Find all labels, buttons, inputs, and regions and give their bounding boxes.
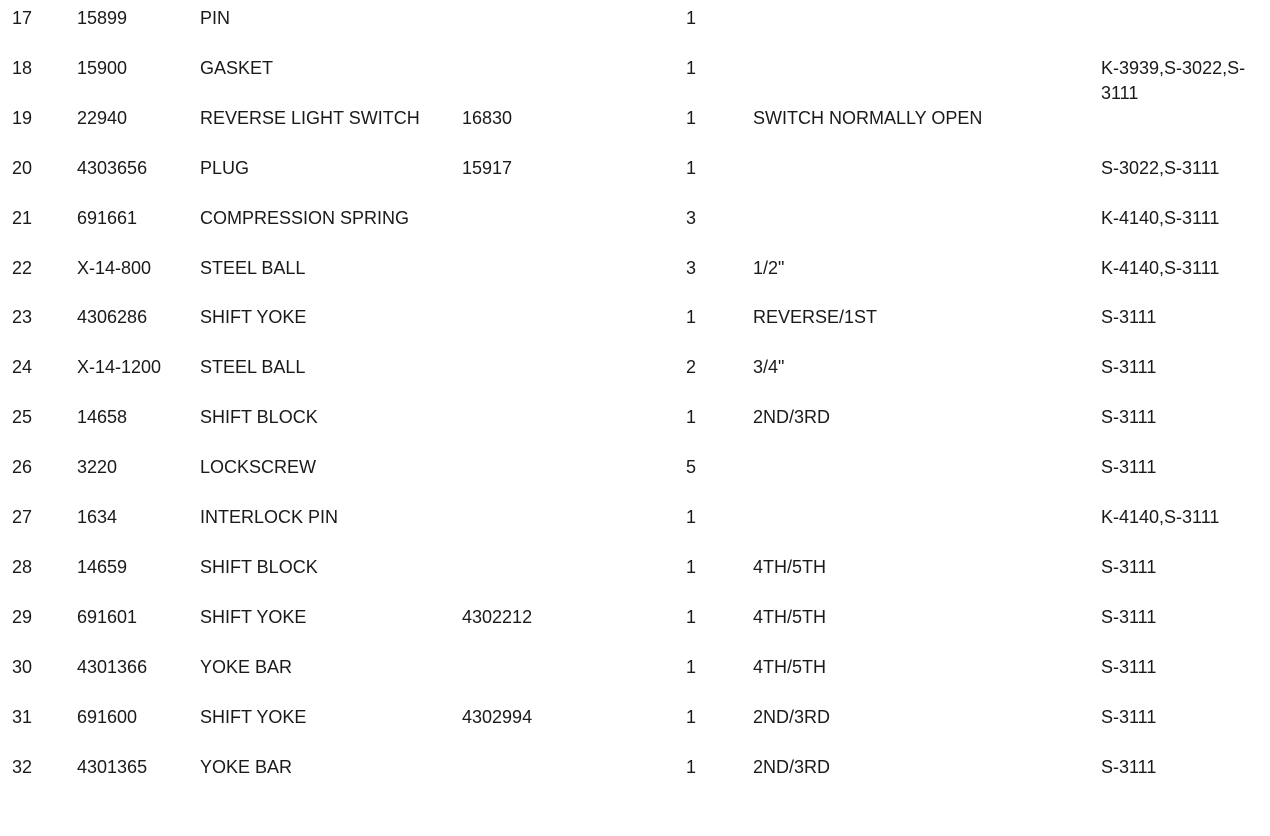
applicable-models: S-3111 (1101, 307, 1157, 327)
table-row (0, 256, 1270, 300)
part-description: REVERSE LIGHT SWITCH (200, 108, 420, 128)
applicable-models: K-4140,S-3111 (1101, 507, 1220, 527)
applicable-models: S-3111 (1101, 407, 1157, 427)
part-notes: 3/4" (753, 357, 785, 377)
part-notes: 2ND/3RD (753, 707, 831, 727)
table-row (0, 355, 1270, 399)
part-notes: REVERSE/1ST (753, 307, 878, 327)
quantity: 2 (686, 357, 697, 377)
item-number: 30 (12, 657, 33, 677)
item-number: 19 (12, 108, 33, 128)
quantity: 1 (686, 307, 697, 327)
part-description: STEEL BALL (200, 258, 306, 278)
part-number: 14658 (77, 407, 128, 427)
part-description: SHIFT YOKE (200, 607, 307, 627)
table-row (0, 56, 1270, 103)
part-notes: SWITCH NORMALLY OPEN (753, 108, 983, 128)
applicable-models: S-3111 (1101, 757, 1157, 777)
part-description: INTERLOCK PIN (200, 507, 339, 527)
applicable-models: K-4140,S-3111 (1101, 208, 1220, 228)
part-number: 22940 (77, 108, 128, 128)
part-notes: 4TH/5TH (753, 607, 827, 627)
part-notes: 2ND/3RD (753, 757, 831, 777)
table-row (0, 555, 1270, 599)
quantity: 1 (686, 8, 697, 28)
part-number: X-14-1200 (77, 357, 162, 377)
applicable-models: K-3939,S-3022,S-3111 (1101, 58, 1246, 103)
table-row (0, 206, 1270, 250)
quantity: 3 (686, 258, 697, 278)
superseded-part-number: 15917 (462, 158, 513, 178)
item-number: 21 (12, 208, 33, 228)
part-description: SHIFT BLOCK (200, 557, 318, 577)
quantity: 1 (686, 158, 697, 178)
part-number: X-14-800 (77, 258, 152, 278)
applicable-models: S-3111 (1101, 457, 1157, 477)
part-description: YOKE BAR (200, 657, 293, 677)
part-description: STEEL BALL (200, 357, 306, 377)
part-description: PIN (200, 8, 231, 28)
table-row (0, 156, 1270, 200)
quantity: 1 (686, 407, 697, 427)
part-description: SHIFT BLOCK (200, 407, 318, 427)
table-row (0, 106, 1270, 150)
table-row (0, 755, 1270, 799)
table-row (0, 655, 1270, 699)
applicable-models: S-3111 (1101, 357, 1157, 377)
part-number: 1634 (77, 507, 118, 527)
quantity: 1 (686, 58, 697, 78)
part-number: 691600 (77, 707, 138, 727)
superseded-part-number: 4302994 (462, 707, 533, 727)
item-number: 23 (12, 307, 33, 327)
part-number: 4301365 (77, 757, 148, 777)
table-row (0, 705, 1270, 749)
table-row (0, 305, 1270, 349)
item-number: 25 (12, 407, 33, 427)
quantity: 1 (686, 108, 697, 128)
quantity: 1 (686, 507, 697, 527)
part-notes: 1/2" (753, 258, 785, 278)
quantity: 1 (686, 657, 697, 677)
table-row (0, 605, 1270, 649)
item-number: 28 (12, 557, 33, 577)
item-number: 20 (12, 158, 33, 178)
part-number: 4301366 (77, 657, 148, 677)
quantity: 1 (686, 557, 697, 577)
part-description: GASKET (200, 58, 274, 78)
quantity: 1 (686, 757, 697, 777)
part-description: LOCKSCREW (200, 457, 317, 477)
part-number: 691661 (77, 208, 138, 228)
part-number: 3220 (77, 457, 118, 477)
quantity: 1 (686, 707, 697, 727)
applicable-models: S-3111 (1101, 557, 1157, 577)
part-number: 14659 (77, 557, 128, 577)
part-number: 4303656 (77, 158, 148, 178)
superseded-part-number: 16830 (462, 108, 513, 128)
superseded-part-number: 4302212 (462, 607, 533, 627)
applicable-models: S-3022,S-3111 (1101, 158, 1220, 178)
item-number: 31 (12, 707, 33, 727)
quantity: 1 (686, 607, 697, 627)
part-description: SHIFT YOKE (200, 307, 307, 327)
quantity: 5 (686, 457, 697, 477)
item-number: 29 (12, 607, 33, 627)
part-notes: 4TH/5TH (753, 557, 827, 577)
item-number: 26 (12, 457, 33, 477)
applicable-models: S-3111 (1101, 607, 1157, 627)
part-description: SHIFT YOKE (200, 707, 307, 727)
applicable-models: K-4140,S-3111 (1101, 258, 1220, 278)
part-description: COMPRESSION SPRING (200, 208, 410, 228)
table-row (0, 6, 1270, 50)
item-number: 22 (12, 258, 33, 278)
part-number: 691601 (77, 607, 138, 627)
part-notes: 2ND/3RD (753, 407, 831, 427)
part-description: PLUG (200, 158, 250, 178)
table-row (0, 405, 1270, 449)
item-number: 32 (12, 757, 33, 777)
applicable-models: S-3111 (1101, 707, 1157, 727)
part-number: 15899 (77, 8, 128, 28)
item-number: 24 (12, 357, 33, 377)
quantity: 3 (686, 208, 697, 228)
table-row (0, 505, 1270, 549)
item-number: 17 (12, 8, 33, 28)
part-number: 15900 (77, 58, 128, 78)
item-number: 27 (12, 507, 33, 527)
applicable-models: S-3111 (1101, 657, 1157, 677)
part-number: 4306286 (77, 307, 148, 327)
part-notes: 4TH/5TH (753, 657, 827, 677)
table-row (0, 455, 1270, 499)
item-number: 18 (12, 58, 33, 78)
part-description: YOKE BAR (200, 757, 293, 777)
